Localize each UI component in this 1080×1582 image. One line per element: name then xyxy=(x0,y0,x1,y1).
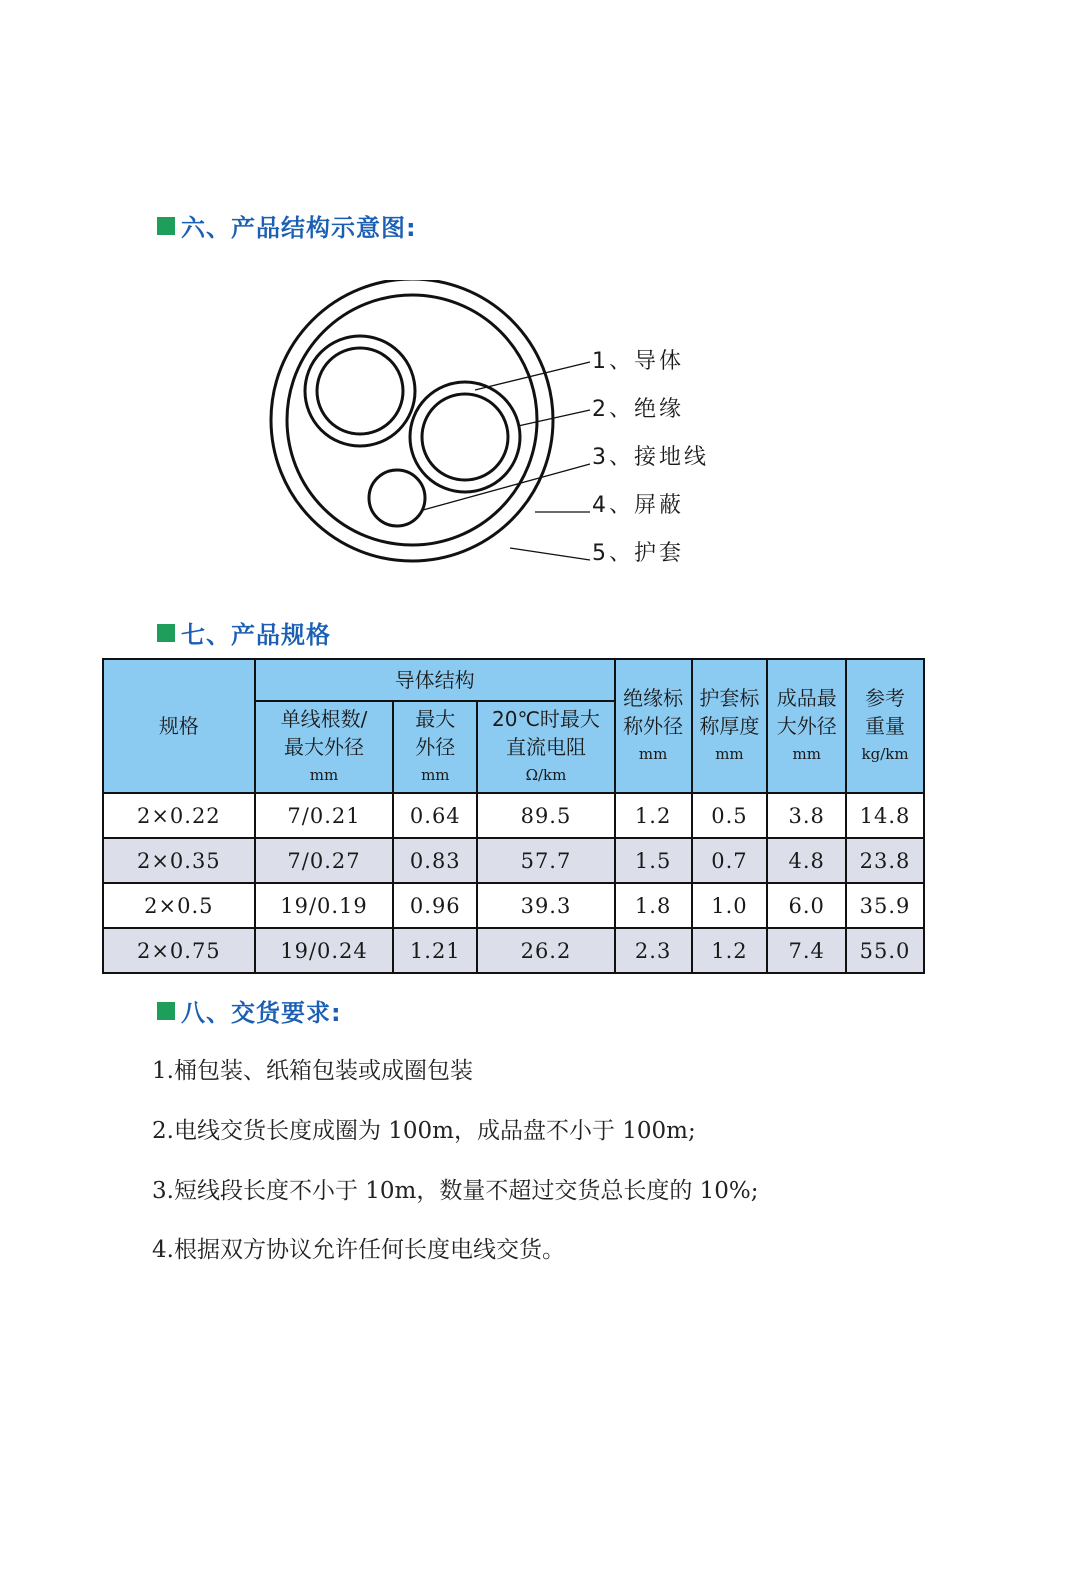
section-title-delivery xyxy=(157,993,342,1028)
cell-od: 3.8 xyxy=(767,793,846,838)
header-text: 参考 xyxy=(865,686,906,710)
leader-line-5 xyxy=(510,548,590,560)
cell-ins: 1.8 xyxy=(615,883,692,928)
cell-strands: 7/0.21 xyxy=(255,793,394,838)
header-text: 绝缘标 xyxy=(623,686,684,710)
cell-strands: 19/0.19 xyxy=(255,883,394,928)
cell-maxdia: 1.21 xyxy=(393,928,477,973)
cell-res: 26.2 xyxy=(477,928,615,973)
cell-spec: 2×0.22 xyxy=(103,793,255,838)
ground-wire-circle xyxy=(369,470,425,526)
cell-spec: 2×0.75 xyxy=(103,928,255,973)
table-row xyxy=(103,793,924,838)
cell-jacket: 1.2 xyxy=(692,928,768,973)
header-text: 直流电阻 xyxy=(505,735,586,759)
header-outer-diameter xyxy=(767,659,846,793)
header-text: 成品最 xyxy=(776,686,837,710)
cell-maxdia: 0.83 xyxy=(393,838,477,883)
section-title-structure xyxy=(157,208,417,243)
header-text: 最大外径 xyxy=(284,735,364,759)
header-text: 外径 xyxy=(415,735,456,759)
cell-od: 7.4 xyxy=(767,928,846,973)
header-text: 护套标 xyxy=(699,686,760,710)
header-unit: mm xyxy=(309,766,339,784)
header-spec: 规格 xyxy=(103,659,255,793)
table-row xyxy=(103,883,924,928)
header-unit: mm xyxy=(792,745,821,763)
header-unit: mm xyxy=(421,766,450,784)
cell-wt: 23.8 xyxy=(846,838,924,883)
callout-conductor: 1、导体 xyxy=(592,349,684,374)
cell-ins: 1.2 xyxy=(615,793,692,838)
header-resistance xyxy=(477,701,615,793)
cell-maxdia: 0.96 xyxy=(393,883,477,928)
header-unit: Ω/km xyxy=(525,766,567,784)
callout-shield: 4、屏蔽 xyxy=(592,493,684,518)
cell-strands: 7/0.27 xyxy=(255,838,394,883)
cell-res: 39.3 xyxy=(477,883,615,928)
cell-jacket: 1.0 xyxy=(692,883,768,928)
header-strands xyxy=(255,701,394,793)
header-conductor: 导体结构 xyxy=(255,659,615,701)
table-row xyxy=(103,838,924,883)
cell-spec: 2×0.5 xyxy=(103,883,255,928)
insulation-1-circle xyxy=(305,336,415,446)
header-text: 单线根数/ xyxy=(280,707,368,731)
cell-ins: 1.5 xyxy=(615,838,692,883)
insulation-2-circle xyxy=(410,382,520,492)
header-text: 20℃时最大 xyxy=(492,707,600,731)
callout-jacket: 5、护套 xyxy=(592,541,684,566)
table-row xyxy=(103,928,924,973)
callout-insulation: 2、绝缘 xyxy=(592,397,684,422)
cell-res: 89.5 xyxy=(477,793,615,838)
header-text: 大外径 xyxy=(776,714,837,738)
bullet-square-icon xyxy=(157,217,175,235)
delivery-item: 1.桶包装、纸箱包装或成圈包装 xyxy=(152,1058,473,1084)
header-jacket xyxy=(692,659,768,793)
bullet-square-icon xyxy=(157,624,175,642)
cell-od: 6.0 xyxy=(767,883,846,928)
conductor-1-circle xyxy=(317,348,403,434)
cell-wt: 14.8 xyxy=(846,793,924,838)
conductor-2-circle xyxy=(422,394,508,480)
header-max-diameter xyxy=(393,701,477,793)
header-text: 最大 xyxy=(415,707,456,731)
header-unit: mm xyxy=(638,745,668,763)
header-text: 重量 xyxy=(865,714,906,738)
header-unit: mm xyxy=(715,745,744,763)
cell-od: 4.8 xyxy=(767,838,846,883)
bullet-square-icon xyxy=(157,1002,175,1020)
cell-res: 57.7 xyxy=(477,838,615,883)
spec-table xyxy=(102,658,925,974)
cell-ins: 2.3 xyxy=(615,928,692,973)
header-unit: kg/km xyxy=(861,745,909,763)
section-title-spec xyxy=(157,615,331,650)
cable-cross-section-diagram xyxy=(260,280,730,580)
callout-ground-wire: 3、接地线 xyxy=(592,445,709,470)
delivery-item: 2.电线交货长度成圈为 100m，成品盘不小于 100m; xyxy=(152,1118,696,1144)
header-text: 称外径 xyxy=(623,714,684,738)
cell-strands: 19/0.24 xyxy=(255,928,394,973)
cell-wt: 35.9 xyxy=(846,883,924,928)
section-title-text: 六、产品结构示意图: xyxy=(181,214,417,242)
cell-jacket: 0.7 xyxy=(692,838,768,883)
section-title-text: 八、交货要求: xyxy=(181,999,342,1027)
table-header-row xyxy=(103,659,924,701)
delivery-item: 3.短线段长度不小于 10m，数量不超过交货总长度的 10%; xyxy=(152,1178,759,1204)
section-title-text: 七、产品规格 xyxy=(181,621,331,649)
header-text: 称厚度 xyxy=(699,714,760,738)
delivery-item: 4.根据双方协议允许任何长度电线交货。 xyxy=(152,1237,565,1263)
cell-jacket: 0.5 xyxy=(692,793,768,838)
cell-wt: 55.0 xyxy=(846,928,924,973)
cell-maxdia: 0.64 xyxy=(393,793,477,838)
header-weight xyxy=(846,659,924,793)
cell-spec: 2×0.35 xyxy=(103,838,255,883)
header-insulation xyxy=(615,659,692,793)
